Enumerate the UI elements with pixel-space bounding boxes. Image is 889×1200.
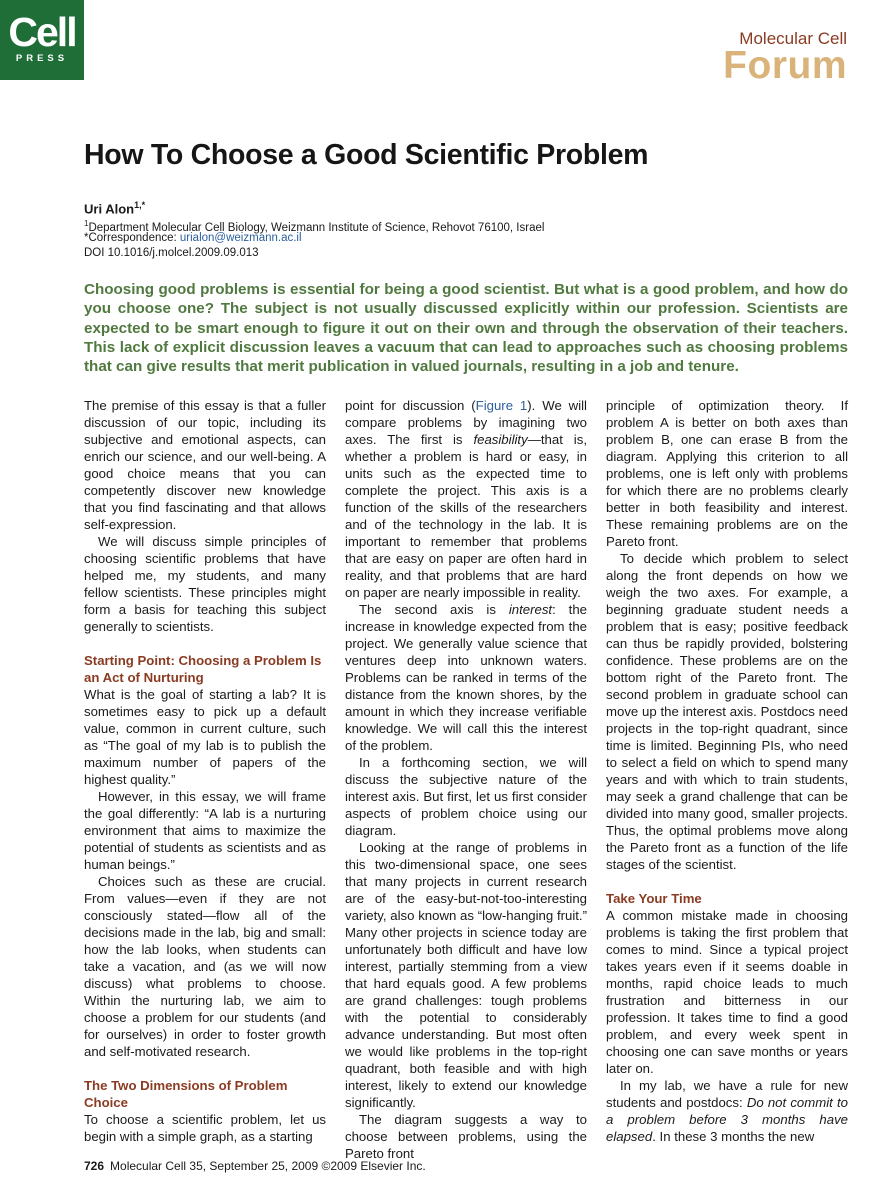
paragraph: However, in this essay, we will frame the goal differently: “A lab is a nurturing environment that aims to maximize the potential of students as scientists and as human beings.” [84, 789, 326, 872]
paragraph [345, 397, 587, 601]
paragraph: Looking at the range of problems in this two-dimensional space, one sees that many projects in current research are of the easy-but-not-too-interesting variety, also known as “low-hanging fruit.” Many other projects in science today are unfortunately both difficult and have low interest, partially stemming from a view that hard equals good. A few problems are grand challenges: tough problems with the potential to considerably advance understanding. But most often we would like problems in the top-right quadrant, both feasible and with high interest, likely to extend our knowledge significantly. [345, 840, 587, 1110]
text-run: ). We will compare problems by imagining two axes. The first is [345, 398, 587, 447]
logo-press-text: PRESS [15, 53, 69, 64]
page-footer [84, 1159, 426, 1173]
email-link[interactable]: urialon@weizmann.ac.il [179, 232, 302, 244]
paragraph: We will discuss simple principles of choosing scientific problems that have helped me, my students, and many fellow scientists. These principles might form a basis for teaching this subject generally to scientists. [84, 534, 326, 634]
author-line [84, 200, 145, 216]
text-run: point for discussion ( [345, 398, 476, 413]
author-name: Uri Alon [84, 201, 135, 217]
logo-cell-text: Cell [8, 9, 76, 55]
section-heading: Take Your Time [606, 891, 702, 906]
affiliation-text: Department Molecular Cell Biology, Weizmann Institute of Science, Rehovot 76100, Israel [88, 221, 545, 234]
footer-citation: Molecular Cell 35, September 25, 2009 ©2009 Elsevier Inc. [110, 1159, 426, 1173]
abstract: Choosing good problems is essential for being a good scientist. But what is a good problem, and how do you choose one? The subject is not usually discussed explicitly within our profession. Scientists are expected to be smart enough to figure it out on their own and through the observation of their teachers. This lack of explicit discussion leaves a vacuum that can lead to approaches such as choosing problems that can give results that merit publication in valued journals, resulting in a job and tenure. [84, 281, 848, 376]
paragraph [606, 1077, 848, 1145]
affiliation-mark: 1 [84, 219, 89, 228]
text-run: —that is, whether a problem is hard or easy, in units such as the expected time to complete the project. This axis is a function of the skills of the researchers and of the technology in the lab. It is important to remember that problems that are easy on paper are often hard in reality, and that problems that are hard on paper are nearly impossible in reality. [345, 432, 587, 600]
paragraph: To choose a scientific problem, let us begin with a simple graph, as a starting [84, 1112, 326, 1144]
text-run: The second axis is [359, 602, 509, 617]
cell-press-logo [0, 0, 84, 80]
page-number: 726 [84, 1159, 105, 1173]
paragraph: In a forthcoming section, we will discuss the subjective nature of the interest axis. But first, let us first consider aspects of problem choice using our diagram. [345, 755, 587, 838]
paragraph [345, 601, 587, 754]
section-heading: The Two Dimensions of Problem Choice [84, 1078, 288, 1110]
paragraph: To decide which problem to select along the front depends on how we weigh the two axes. For example, a beginning graduate student needs a problem that is easy; positive feedback can thus be rapidly provided, bolstering confidence. These problems are on the bottom right of the Pareto front. The second problem in graduate school can move up the interest axis. Postdocs need projects in the top-right quadrant, since time is limited. Beginning PIs, who need to select a field on which to spend many years and with which to train students, may seek a grand challenge that can be divided into many good, smaller projects. Thus, the optimal problems move along the Pareto front as a function of the life stages of the scientist. [606, 551, 848, 872]
paragraph: The diagram suggests a way to choose between problems, using the Pareto front [345, 1112, 587, 1161]
text-run: In my lab, we have a rule for new students and postdocs: [606, 1078, 848, 1110]
correspondence-label: *Correspondence: [84, 232, 180, 244]
journal-name: Molecular Cell [739, 29, 847, 48]
section-heading: Starting Point: Choosing a Problem Is an Act of Nurturing [84, 653, 322, 685]
paragraph: Choices such as these are crucial. From values—even if they are not consciously stated—flow all of the decisions made in the lab, big and small: how the lab looks, when students can take a vacation, and (as we will now discuss) what problems to choose. Within the nurturing lab, we aim to choose a problem for our students (and for ourselves) in order to foster growth and self-motivated research. [84, 874, 326, 1059]
paragraph: What is the goal of starting a lab? It is sometimes easy to pick up a default value, common in current culture, such as “The goal of my lab is to publish the maximum number of papers of the highest quality.” [84, 687, 326, 787]
column-3 [606, 397, 848, 1145]
paragraph: The premise of this essay is that a fuller discussion of our topic, including its subjective and emotional aspects, can enrich our science, and our well-being. A good choice means that you can competently discover new knowledge that you find fascinating and that allows self-expression. [84, 398, 326, 532]
emphasis: interest [508, 602, 553, 617]
text-run: : the increase in knowledge expected from the project. We generally value science that ventures deep into unknown waters. Problems can be ranked in terms of the distance from the known shores, by the amount in which they increase verifiable knowledge. We will call this the interest of the problem. [345, 602, 587, 753]
paragraph: A common mistake made in choosing problems is taking the first problem that comes to mind. Since a typical project takes years even if it seems doable in months, rapid choice leads to much frustration and bitterness in our profession. It takes time to find a good problem, and every week spent in choosing one can save months or years later on. [606, 908, 848, 1076]
doi: DOI 10.1016/j.molcel.2009.09.013 [84, 247, 259, 259]
emphasis: Do not commit to a problem before 3 months have elapsed [606, 1095, 848, 1144]
paragraph: principle of optimization theory. If problem A is better on both axes than problem B, one can erase B from the diagram. Applying this criterion to all problems, one is left only with problems for which there are no problems clearly better in both feasibility and interest. These remaining problems are on the Pareto front. [606, 398, 848, 549]
section-label: Forum [723, 44, 847, 87]
text-run: . In these 3 months the new [652, 1129, 815, 1144]
column-1 [84, 397, 326, 1145]
article-title: How To Choose a Good Scientific Problem [84, 139, 649, 171]
correspondence [84, 231, 302, 246]
figure-link[interactable]: Figure 1 [475, 398, 528, 413]
column-2 [345, 397, 587, 1162]
author-marks: 1,* [134, 200, 146, 210]
emphasis: feasibility [473, 432, 528, 447]
